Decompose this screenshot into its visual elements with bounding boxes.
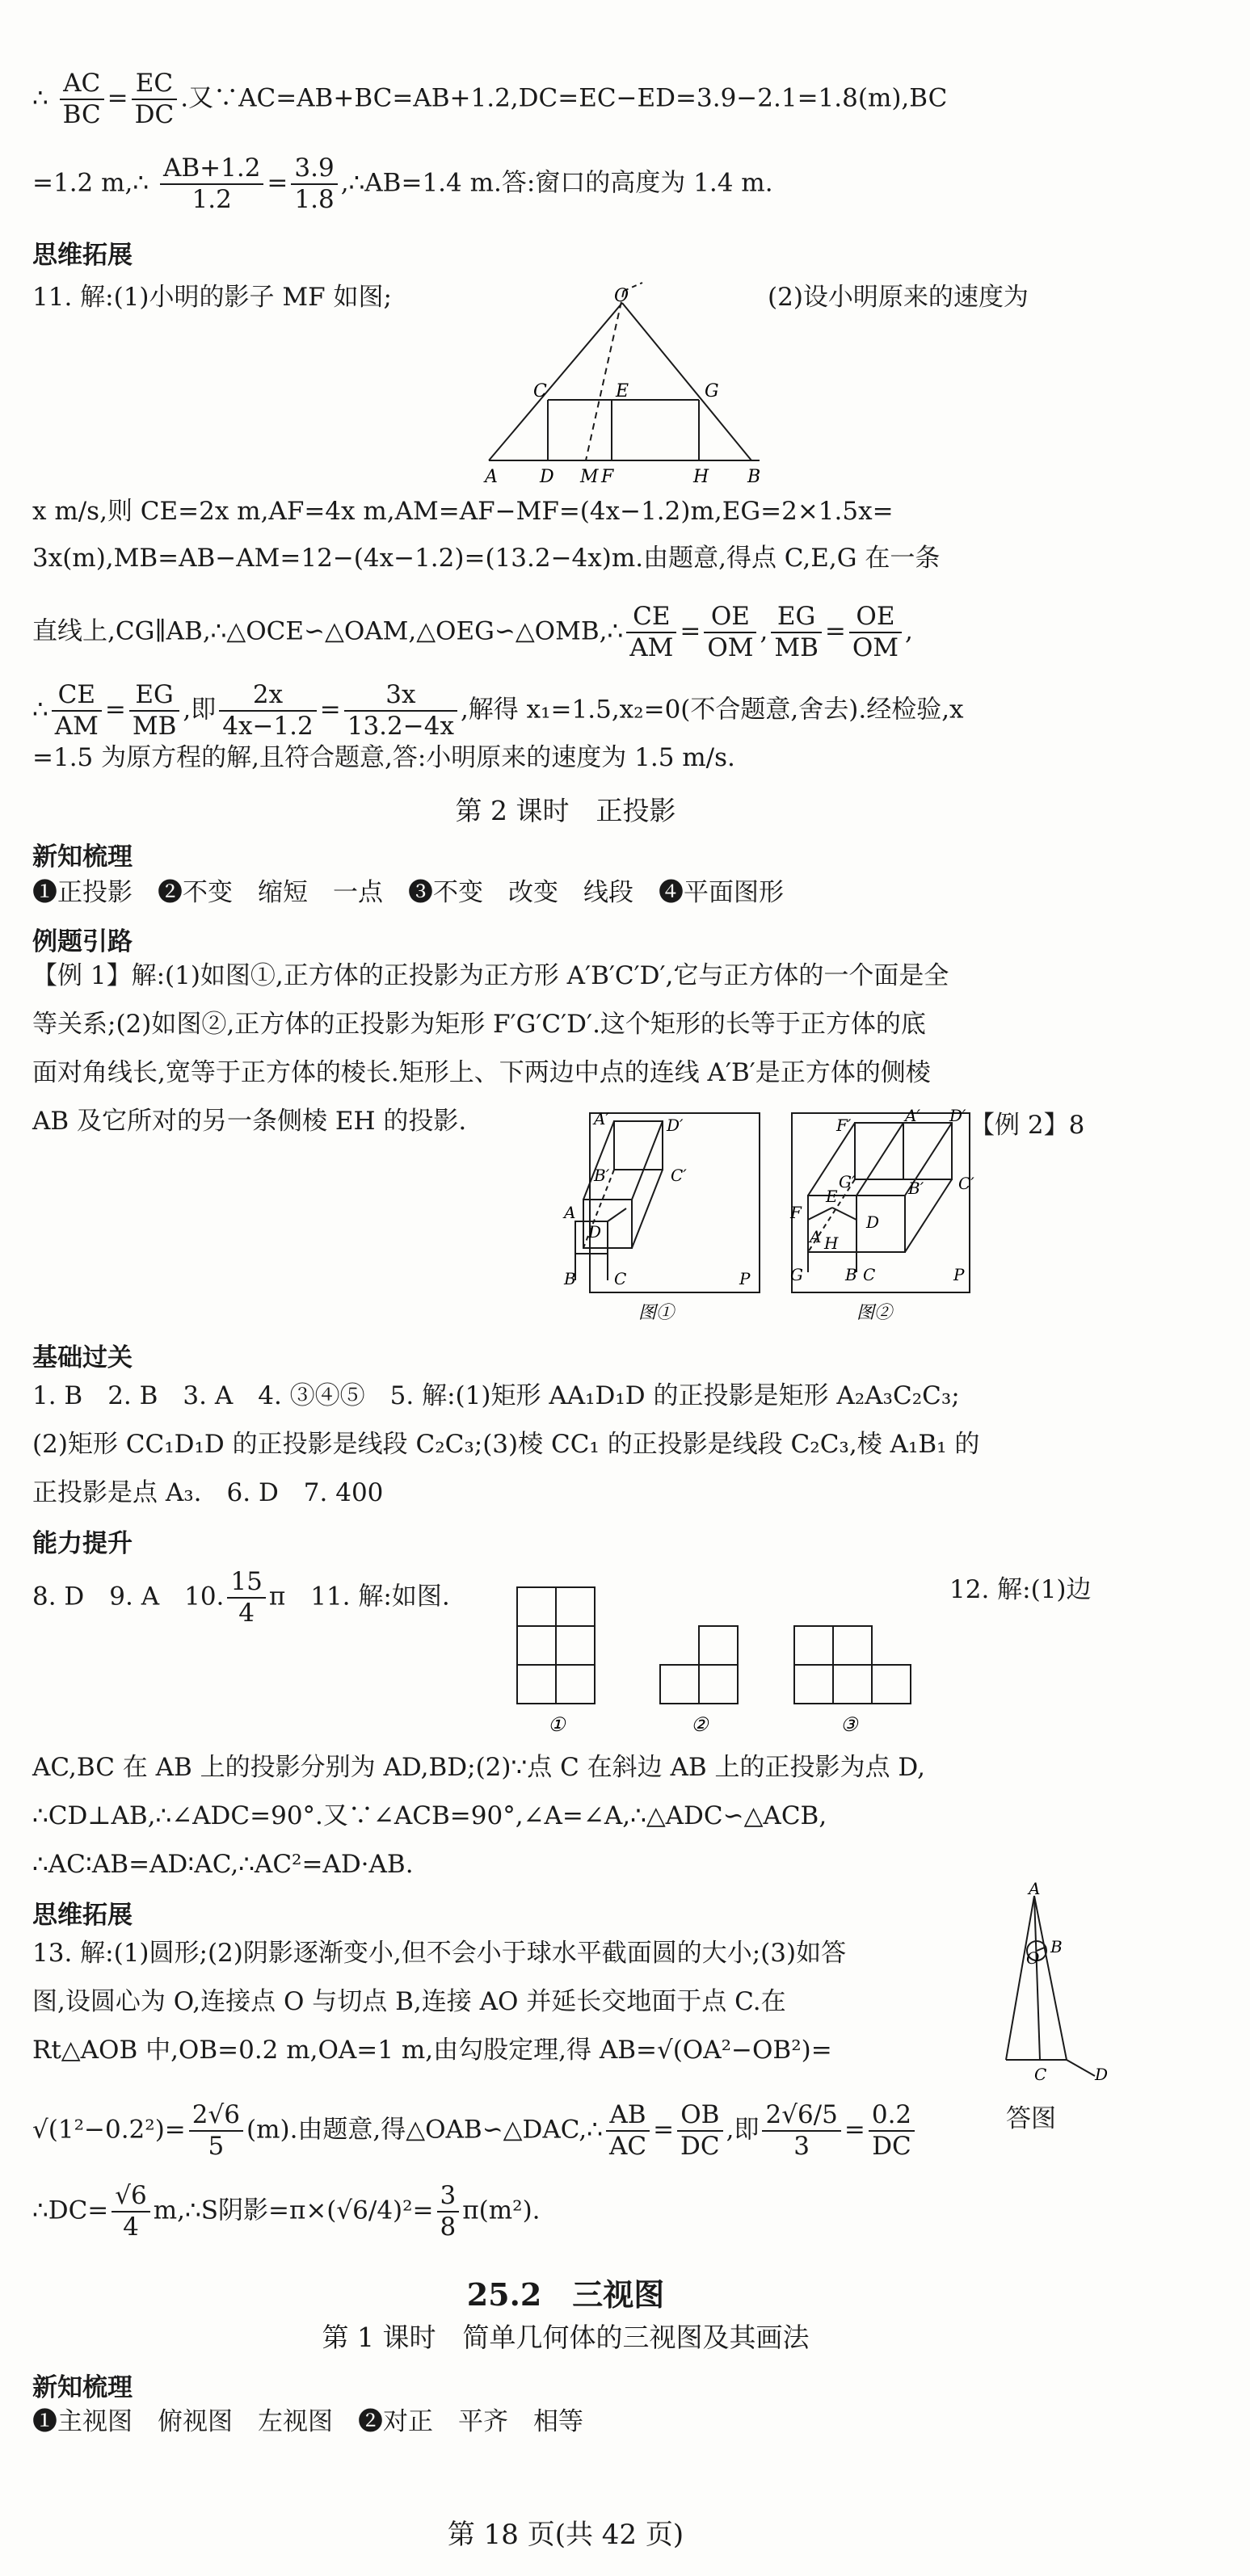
text-line: 13. 解:(1)圆形;(2)阴影逐渐变小,但不会小于球水平截面圆的大小;(3)如答 [32, 1939, 847, 1968]
svg-text:A: A [485, 467, 498, 487]
text-line: (2)矩形 CC₁D₁D 的正投影是线段 C₂C₃;(3)棱 CC₁ 的正投影是线段 C₂C₃,棱 A₁B₁ 的 [32, 1430, 980, 1459]
svg-text:A: A [1029, 1879, 1041, 1898]
text-line: 8. D 9. A 10. $\frac{15}{4}$ π 11. 解:如图. [32, 1567, 450, 1628]
text-line: AC,BC 在 AB 上的投影分别为 AD,BD;(2)∵点 C 在斜边 AB 上的正投影为点 D, [32, 1753, 925, 1782]
svg-text:D′: D′ [949, 1106, 966, 1125]
svg-text:P: P [739, 1269, 751, 1288]
svg-text:G′: G′ [839, 1172, 856, 1191]
svg-text:H: H [693, 467, 709, 487]
shadow-diagram [452, 287, 776, 489]
section-heading: 能力提升 [32, 1529, 133, 1558]
svg-text:A: A [810, 1227, 822, 1246]
text-line: 【例 1】解:(1)如图①,正方体的正投影为正方形 A′B′C′D′,它与正方体的一个面是全 [32, 961, 949, 990]
svg-text:F: F [601, 467, 614, 487]
svg-text:D′: D′ [667, 1116, 684, 1135]
svg-text:C: C [1034, 2065, 1047, 2084]
svg-text:B′: B′ [594, 1166, 610, 1185]
text-line: ∴DC= $\frac{√6}{4}$ m,∴S阴影=π×(√6/4)²= $\frac{3}{8}$ π(m²). [32, 2181, 541, 2242]
figure-caption: 答图 [1006, 2104, 1056, 2133]
svg-text:D: D [588, 1222, 602, 1242]
svg-text:C: C [614, 1269, 627, 1288]
svg-text:B: B [747, 467, 761, 487]
figure-caption: 图① [638, 1303, 675, 1323]
three-views-figure [485, 1583, 937, 1737]
svg-text:①: ① [548, 1713, 566, 1736]
svg-text:C′: C′ [958, 1174, 974, 1193]
cone-answer-figure [990, 1879, 1143, 2084]
chapter-title: 25.2 三视图 [466, 2276, 665, 2313]
text-line: Rt△AOB 中,OB=0.2 m,OA=1 m,由勾股定理,得 AB=√(OA²−OB²)= [32, 2036, 832, 2065]
svg-text:②: ② [691, 1713, 709, 1736]
text-line: 3x(m),MB=AB−AM=12−(4x−1.2)=(13.2−4x)m.由题意,得点 C,E,G 在一条 [32, 544, 941, 573]
section-heading: 新知梳理 [32, 843, 133, 872]
fraction: $\frac{AC}{BC}$ [60, 69, 104, 130]
svg-text:O: O [1026, 1948, 1040, 1968]
svg-text:P: P [953, 1265, 965, 1284]
svg-text:B: B [1050, 1937, 1063, 1956]
text-line: =1.5 为原方程的解,且符合题意,答:小明原来的速度为 1.5 m/s. [32, 743, 735, 772]
svg-text:C′: C′ [671, 1166, 687, 1185]
text-line: ∴ $\frac{AC}{BC}$ = $\frac{EC}{DC}$ .又∵AC=AB+BC=AB+1.2,DC=EC−ED=3.9−2.1=1.8(m),BC [32, 69, 948, 130]
text-line: =1.2 m,∴ $\frac{AB+1.2}{1.2}$ = $\frac{3.9}{1.8}$ ,∴AB=1.4 m.答:窗口的高度为 1.4 m. [32, 153, 773, 215]
section-heading: 思维拓展 [32, 241, 133, 270]
text-line: ∴CD⊥AB,∴∠ADC=90°.又∵∠ACB=90°,∠A=∠A,∴△ADC∽△ACB, [32, 1801, 827, 1830]
page-number: 第 18 页(共 42 页) [447, 2519, 684, 2551]
text-line: √(1²−0.2²)= $\frac{2√6}{5}$ (m).由题意,得△OAB∽△DAC,∴ $\frac{AB}{AC}$ = $\frac{OB}{DC}$ ,即 $\frac{2√6/5}{3}$ = $\frac{0.2}{DC}$ [32, 2100, 918, 2162]
text-line: 11. 解:(1)小明的影子 MF 如图; [32, 283, 392, 312]
lesson-title: 第 1 课时 简单几何体的三视图及其画法 [322, 2322, 810, 2353]
svg-text:C: C [533, 381, 547, 401]
section-heading: 思维拓展 [32, 1901, 133, 1930]
text-line: 【例 2】8 [970, 1111, 1085, 1140]
svg-text:E: E [826, 1187, 838, 1206]
svg-text:O: O [614, 286, 629, 306]
text-line: 等关系;(2)如图②,正方体的正投影为矩形 F′G′C′D′.这个矩形的长等于正方体的底 [32, 1010, 926, 1039]
svg-text:③: ③ [840, 1713, 858, 1736]
svg-text:M: M [580, 467, 599, 487]
section-heading: 新知梳理 [32, 2373, 133, 2402]
svg-text:G: G [790, 1265, 803, 1284]
text-line: x m/s,则 CE=2x m,AF=4x m,AM=AF−MF=(4x−1.2)m,EG=2×1.5x= [32, 497, 894, 526]
svg-text:D: D [866, 1212, 880, 1232]
lesson-title: 第 2 课时 正投影 [455, 795, 676, 826]
text-line: ❶主视图 俯视图 左视图 ❷对正 平齐 相等 [32, 2407, 583, 2436]
text-line: ∴ $\frac{CE}{AM}$ = $\frac{EG}{MB}$ ,即 $\frac{2x}{4x-1.2}$ = $\frac{3x}{13.2-4x}$ ,解得 x₁=1.5,x₂=0(不合题意,舍去).经检验,x [32, 680, 964, 742]
section-heading: 例题引路 [32, 927, 133, 956]
svg-text:B′: B′ [908, 1179, 924, 1198]
text-line: AB 及它所对的另一条侧棱 EH 的投影. [32, 1107, 467, 1136]
svg-text:F′: F′ [836, 1116, 852, 1135]
svg-text:H: H [824, 1233, 839, 1253]
text-line: 面对角线长,宽等于正方体的棱长.矩形上、下两边中点的连线 A′B′是正方体的侧棱 [32, 1058, 931, 1087]
svg-text:A: A [564, 1203, 576, 1222]
section-heading: 基础过关 [32, 1343, 133, 1372]
svg-text:D: D [1095, 2065, 1109, 2084]
cube-projection-figure-1 [549, 1107, 768, 1325]
cube-projection-figure-2 [776, 1107, 978, 1325]
svg-text:A′: A′ [905, 1106, 920, 1125]
fraction: $\frac{EC}{DC}$ [132, 69, 178, 130]
text-line: ❶正投影 ❷不变 缩短 一点 ❸不变 改变 线段 ❹平面图形 [32, 878, 784, 907]
svg-text:G: G [705, 381, 719, 401]
svg-text:E: E [616, 381, 629, 401]
text-line: 正投影是点 A₃. 6. D 7. 400 [32, 1478, 384, 1507]
text-line: 1. B 2. B 3. A 4. ③④⑤ 5. 解:(1)矩形 AA₁D₁D 的正投影是矩形 A₂A₃C₂C₃; [32, 1381, 960, 1410]
text-line: 图,设圆心为 O,连接点 O 与切点 B,连接 AO 并延长交地面于点 C.在 [32, 1987, 786, 2016]
text-line: 12. 解:(1)边 [949, 1575, 1092, 1604]
text-line: (2)设小明原来的速度为 [768, 283, 1029, 312]
svg-text:F: F [790, 1203, 802, 1222]
svg-text:B: B [564, 1269, 576, 1288]
svg-text:C: C [863, 1265, 876, 1284]
svg-text:A′: A′ [594, 1109, 609, 1128]
figure-caption: 图② [856, 1303, 893, 1323]
text-line: 直线上,CG∥AB,∴△OCE∽△OAM,△OEG∽△OMB,∴ $\frac{CE}{AM}$ = $\frac{OE}{OM}$ , $\frac{EG}{MB}$ = $\frac{OE}{OM}$ , [32, 602, 913, 663]
svg-text:D: D [540, 467, 554, 487]
svg-text:B: B [845, 1265, 857, 1284]
text-line: ∴AC∶AB=AD∶AC,∴AC²=AD·AB. [32, 1850, 414, 1879]
